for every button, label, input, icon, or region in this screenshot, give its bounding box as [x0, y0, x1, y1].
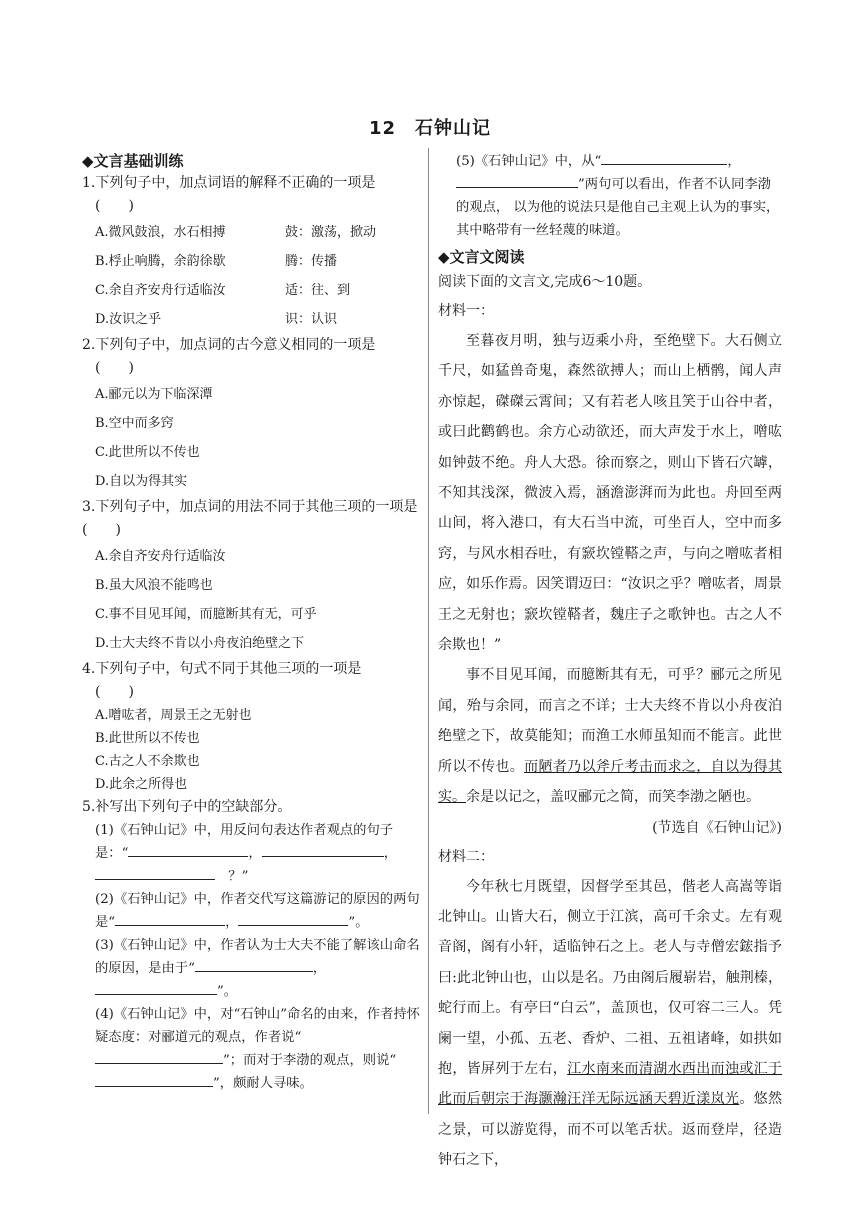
- sub-text: ”。: [217, 984, 238, 999]
- question-5: [82, 796, 422, 1095]
- question-1-stem: 1.下列句子中，加点词语的解释不正确的一项是: [82, 175, 376, 191]
- reading-intro: 阅读下面的文言文,完成6～10题。: [438, 274, 652, 290]
- material-1-source: (节选自《石钟山记》): [652, 819, 782, 836]
- answer-blank[interactable]: [128, 842, 248, 857]
- question-1-option-d: [95, 305, 422, 334]
- material-1-paragraph-2: [438, 660, 782, 812]
- option-text: C.余自齐安舟行适临汝: [95, 283, 226, 298]
- question-2-option-a: A.郦元以为下临深潭: [95, 387, 213, 402]
- answer-blank[interactable]: [195, 957, 313, 972]
- question-1-option-c: [95, 276, 422, 305]
- answer-blank[interactable]: [456, 173, 578, 188]
- question-1: [82, 172, 422, 334]
- question-4-stem: 4.下列句子中，句式不同于其他三项的一项是: [82, 661, 362, 677]
- paragraph-text: 今年秋七月既望，因督学至其邑，偕老人高嵩等诣北钟山。山皆大石，侧立于江滨，高可千余丈。左有观音阁，阁有小轩，适临钟石之上。老人与寺僧宏鋐指予曰:此北钟山也，山以是名。乃由阁后履崭岩，触荆榛，蛇行而上。有亭曰“白云”，盖顶也，仅可容二三人。凭阑一望，小孤、五老、香炉、二祖、五祖诸峰，如拱如抱，皆屏列于左右，: [438, 878, 782, 1077]
- question-2-option-b: B.空中而多窍: [95, 416, 174, 431]
- question-5-stem: 5.补写出下列句子中的空缺部分。: [82, 799, 292, 815]
- sub-text: ”；而对于李渤的观点，则说“: [223, 1053, 397, 1068]
- page-title: 12 石钟山记: [368, 118, 492, 139]
- question-2: [82, 334, 422, 496]
- option-text: D.汝识之乎: [95, 312, 162, 327]
- option-note: 腾：传播: [285, 254, 338, 269]
- question-5-sub-4: [95, 1003, 422, 1095]
- material-1-paragraph-1: 至暮夜月明，独与迈乘小舟，至绝壁下。大石侧立千尺，如猛兽奇鬼，森然欲搏人；而山上栖鹘，闻人声亦惊起，磔磔云霄间；又有若老人咳且笑于山谷中者，或曰此鹳鹤也。余方心动欲还，而大声发于水上，噌吰如钟鼓不绝。舟人大恐。徐而察之，则山下皆石穴罅，不知其浅深，微波入焉，涵澹澎湃而为此也。舟回至两山间，将入港口，有大石当中流，可坐百人，空中而多窍，与风水相吞吐，有窾坎镗鞳之声，与向之噌吰者相应，如乐作焉。因笑谓迈曰：“汝识之乎？噌吰者，周景王之无射也；窾坎镗鞳者，魏庄子之歌钟也。古之人不余欺也！”: [438, 333, 782, 654]
- sub-text: ”。: [348, 915, 369, 930]
- question-1-answer-paren: ( ): [95, 198, 134, 214]
- underlined-sentence: 江水南来而清湖水西出而浊或汇于此而后朝宗于海灏瀚汪洋无际远涵天碧近漾岚光: [438, 1060, 783, 1108]
- question-4-option-a: A.噌吰者，周景王之无射也: [95, 708, 252, 723]
- material-2-paragraph-1: [438, 872, 782, 1176]
- material-1-label: 材料一：: [438, 303, 494, 319]
- question-3-option-c: C.事不目见耳闻，而臆断其有无，可乎: [95, 607, 317, 622]
- option-note: 鼓：激荡，掀动: [285, 225, 377, 240]
- question-2-stem: 2.下列句子中，加点词的古今意义相同的一项是: [82, 337, 376, 353]
- sub-text: ”，颇耐人寻味。: [213, 1076, 313, 1091]
- answer-blank[interactable]: [115, 911, 225, 926]
- option-text: B.桴止响腾，余韵徐歇: [95, 254, 226, 269]
- option-text: A.微风鼓浪，水石相搏: [95, 225, 226, 240]
- question-4: [82, 658, 422, 796]
- question-3-option-d: D.士大夫终不肯以小舟夜泊绝壁之下: [95, 636, 305, 651]
- material-2-label: 材料二：: [438, 848, 494, 865]
- option-note: 适：往、到: [285, 283, 351, 298]
- answer-blank[interactable]: [262, 842, 384, 857]
- question-5-sub-1: (1)《石钟山记》中，用反问句表达作者观点的句子是：“ ， ， ？”: [95, 823, 397, 884]
- sub-text: ？”: [228, 869, 249, 884]
- answer-blank[interactable]: [95, 1049, 223, 1064]
- question-4-option-c: C.古之人不余欺也: [95, 754, 200, 769]
- right-column: [438, 150, 782, 1176]
- section-heading-basics: ◆文言基础训练: [82, 152, 184, 170]
- question-1-option-b: [95, 247, 422, 276]
- answer-blank[interactable]: [95, 1072, 213, 1087]
- question-3-stem: 3.下列句子中，加点词的用法不同于其他三项的一项是( ): [82, 499, 418, 538]
- question-3-option-b: B.虽大风浪不能鸣也: [95, 578, 213, 593]
- question-5-sub-2: (2)《石钟山记》中，作者交代写这篇游记的原因的两句是“ ， ”。: [95, 892, 420, 930]
- question-5-sub-3: (3)《石钟山记》中，作者认为士大夫不能了解该山命名的原因，是由于“ ，”。: [95, 938, 420, 999]
- column-divider: [428, 148, 429, 1114]
- question-1-option-a: [95, 218, 422, 247]
- sub-text: (2)《石钟山记》中，作者交代写这篇游记的原因的两句是“: [95, 892, 420, 930]
- underlined-sentence: 而陋者乃以斧斤考击而求之，自以为得其实。: [438, 758, 783, 806]
- left-column: [82, 150, 422, 1095]
- paragraph-text: 余是以记之，盖叹郦元之简，而笑李渤之陋也。: [466, 789, 760, 806]
- sub-text: (5)《石钟山记》中，从“: [456, 154, 602, 169]
- sub-text: ”两句可以看出，作者不认同李渤的观点， 以为他的说法只是他自己主观上认为的事实，其中略带有一丝轻蔑的味道。: [456, 177, 780, 238]
- question-3: [82, 496, 422, 658]
- sub-text: (1)《石钟山记》中，用反问句表达作者观点的句子是：“: [95, 823, 394, 861]
- question-3-option-a: A.余自齐安舟行适临汝: [95, 549, 226, 564]
- question-2-answer-paren: ( ): [95, 360, 134, 376]
- sub-text: (4)《石钟山记》中，对“石钟山”命名的由来，作者持怀疑态度：对郦道元的观点，作者说“: [95, 1007, 420, 1045]
- section-heading-reading: ◆文言文阅读: [438, 248, 525, 266]
- option-note: 识：认识: [285, 312, 338, 327]
- question-4-option-d: D.此余之所得也: [95, 777, 188, 792]
- question-2-option-c: C.此世所以不传也: [95, 445, 200, 460]
- question-4-option-b: B.此世所以不传也: [95, 731, 200, 746]
- paragraph-text: 。悠然之景，可以游览得，而不可以笔舌状。返而登岸，径造钟石之下，: [438, 1091, 783, 1169]
- answer-blank[interactable]: [601, 150, 727, 165]
- paragraph-text: 事不目见耳闻，而臆断其有无，可乎？郦元之所见闻，殆与余同，而言之不详；士大夫终不肯以小舟夜泊绝壁之下，故莫能知；而渔工水师虽知而不能言。此世所以不传也。: [438, 667, 782, 775]
- sub-text: (3)《石钟山记》中，作者认为士大夫不能了解该山命名的原因，是由于“: [95, 938, 420, 976]
- answer-blank[interactable]: [95, 980, 217, 995]
- question-5-sub-5: (5)《石钟山记》中，从“ ，”两句可以看出，作者不认同李渤的观点， 以为他的说法只是他自己主观上认为的事实，其中略带有一丝轻蔑的味道。: [456, 150, 782, 242]
- answer-blank[interactable]: [95, 865, 215, 880]
- question-4-answer-paren: ( ): [95, 684, 134, 700]
- question-2-option-d: D.自以为得其实: [95, 474, 188, 489]
- answer-blank[interactable]: [238, 911, 348, 926]
